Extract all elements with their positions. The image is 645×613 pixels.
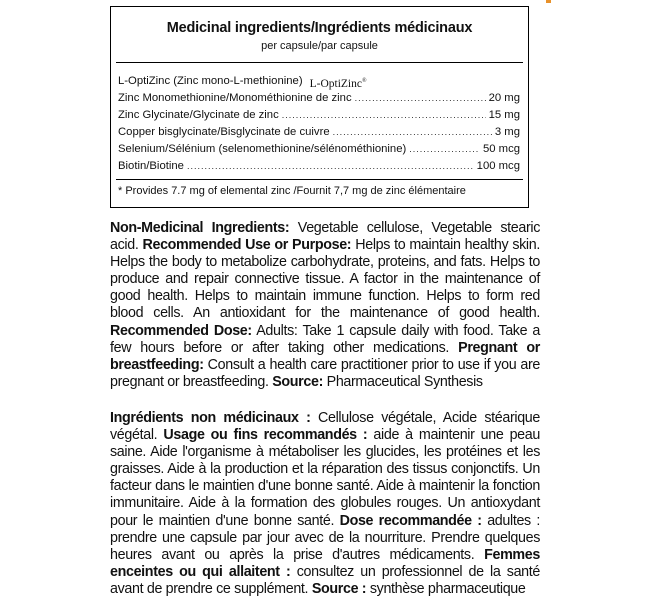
source-text: synthèse pharmaceutique	[366, 580, 526, 597]
leader-dots	[409, 141, 480, 157]
leader-dots	[187, 158, 474, 174]
table-footnote: * Provides 7.7 mg of elemental zinc /Fournit 7,7 mg de zinc élémentaire	[118, 185, 466, 197]
dose-label: Recommended Dose:	[110, 322, 252, 339]
source-label: Source :	[311, 580, 367, 597]
ingredient-amount: 20 mg	[488, 92, 520, 104]
nonmed-text: Vegetable cellulose, Vegetable stearic acid.	[110, 220, 540, 254]
source-label: Source:	[272, 373, 324, 390]
orange-accent-mark	[546, 0, 551, 3]
pregnancy-text: Consult a health care practitioner prior to use if you are pregnant or breastfeeding.	[110, 356, 540, 390]
nonmed-text: Cellulose végétale, Acide stéarique végétal.	[110, 410, 540, 444]
table-top-rule	[116, 62, 523, 63]
pregnancy-text: consultez un professionnel de la santé avant de prendre ce supplément.	[110, 563, 540, 597]
ingredient-row	[118, 158, 520, 174]
nonmed-label: Ingrédients non médicinaux :	[110, 410, 311, 426]
ingredient-amount: 15 mg	[488, 109, 520, 121]
ingredient-amount: 3 mg	[494, 126, 520, 138]
ingredient-row	[118, 107, 520, 123]
dose-text: Adults: Take 1 capsule daily with food. Take a few hours before or after taking other medications.	[110, 322, 541, 356]
use-label: Recommended Use or Purpose:	[142, 237, 352, 254]
optizinc-logo: L-OptiZinc®	[309, 77, 367, 90]
ingredient-row	[118, 124, 520, 140]
leader-dots	[333, 124, 492, 140]
english-label-text	[110, 220, 540, 391]
use-label: Usage ou fins recommandés :	[163, 427, 368, 444]
ingredient-name: Biotin/Biotine	[118, 160, 184, 172]
dose-text: adultes : prendre une capsule par jour avec de la nourriture. Prendre quelques heures avant ou après la prise d'autres médicaments.	[110, 512, 540, 563]
table-bottom-rule	[116, 179, 523, 180]
ingredient-amount: 100 mcg	[476, 160, 520, 172]
lead-ingredient-name: L-OptiZinc (Zinc mono-L-methionine)	[118, 75, 303, 87]
ingredient-name: Copper bisglycinate/Bisglycinate de cuivre	[118, 126, 330, 138]
use-text: aide à maintenir une peau saine. Aide l'organisme à métaboliser les glucides, les protéines et les graisses. Aide à la production et la réparation des tissus conjonctifs. Un facteur dans le maintien d'une bonne santé. Aide à maintenir la fonction immunitaire. Aide à la formation des globules rouges. Un antioxydant pour le maintien d'une bonne santé.	[110, 427, 540, 529]
medicinal-ingredients-table	[110, 6, 529, 208]
source-text: Pharmaceutical Synthesis	[323, 373, 483, 390]
use-text: Helps to maintain healthy skin. Helps the body to metabolize carbohydrate, proteins, and fats. Helps to produce and repair connective tissue. A factor in the maintenance of good health. Helps to maintain immune function. Helps to form red blood cells. An antioxidant for the maintenance of good health.	[110, 237, 540, 322]
nonmed-label: Non-Medicinal Ingredients:	[110, 220, 290, 236]
ingredient-row	[118, 90, 520, 106]
table-subtitle: per capsule/par capsule	[261, 40, 378, 52]
ingredient-name: Zinc Monomethionine/Monométhionine de zinc	[118, 92, 352, 104]
french-label-text	[110, 410, 540, 598]
dose-label: Dose recommandée :	[339, 512, 482, 529]
leader-dots	[355, 90, 486, 106]
leader-dots	[282, 107, 486, 123]
table-title: Medicinal ingredients/Ingrédients médicinaux	[166, 20, 473, 36]
ingredient-amount: 50 mcg	[482, 143, 520, 155]
ingredient-name: Selenium/Sélénium (selenomethionine/sélénométhionine)	[118, 143, 407, 155]
pregnancy-label: Femmes enceintes ou qui allaitent :	[110, 546, 540, 580]
ingredient-name: Zinc Glycinate/Glycinate de zinc	[118, 109, 279, 121]
lead-ingredient-row	[118, 73, 520, 89]
ingredient-row	[118, 141, 520, 157]
pregnancy-label: Pregnant or breastfeeding:	[110, 339, 540, 373]
